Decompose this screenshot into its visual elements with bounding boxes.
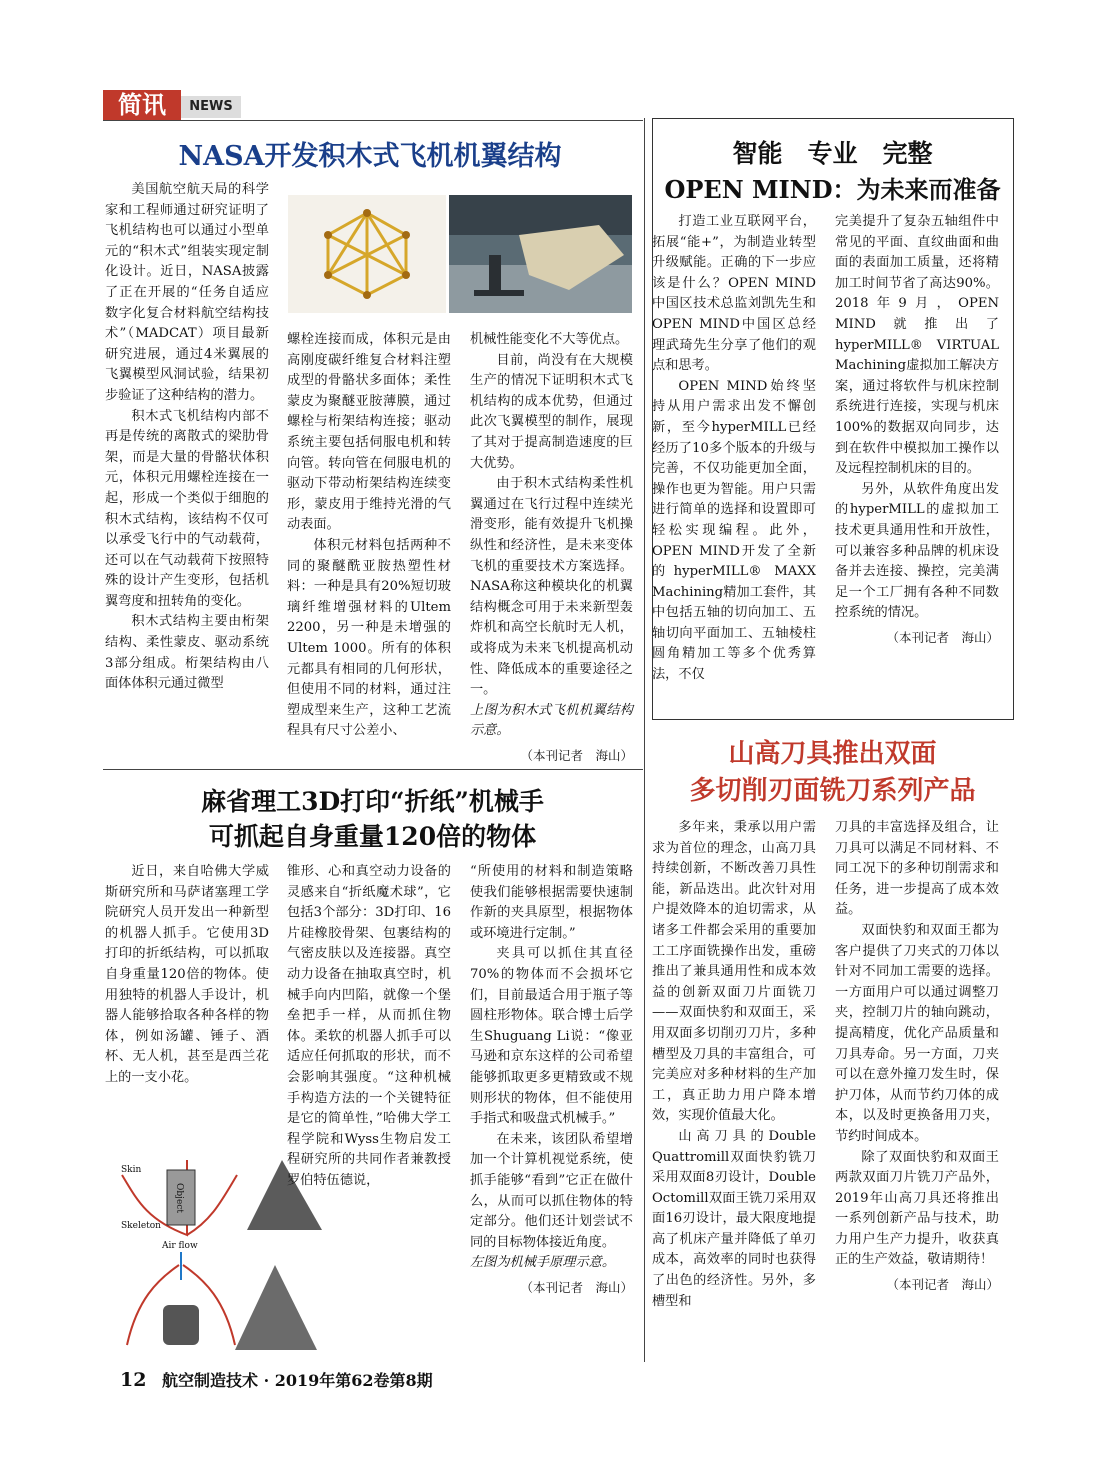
mit-title-1: 麻省理工3D打印“折纸”机械手	[201, 787, 544, 816]
mit-col1: 近日，来自哈佛大学威斯研究所和马萨诸塞理工学院研究人员开发出一种新型的机器人抓手。它使用3D打印的折纸结构，可以抓取自身重量120倍的物体。使用独特的机器人手设计，机器人能够拾取各种各样的物体，例如汤罐、锤子、酒杯、无人机，甚至是西兰花上的一支小花。	[105, 864, 269, 1085]
openmind-col2: 完美提升了复杂五轴组件中常见的平面、直纹曲面和曲面的表面加工质量，还将精加工时间节省了高达90%。2018年9月，OPEN MIND就推出了hyperMILL® VIRTUAL Machining虚拟加工解决方案，通过将软件与机床控制系统进行连接，实现与机床100%的数据双向同步，达到在软件中模拟加工操作以及远程控制机床的目的。 另外，从软件角度出发的hyperMILL的虚拟加工技术更具通用性和开放性，可以兼容多种品牌的机床设备并去连接、操控，完美满足一个工厂拥有各种不同数控系统的情况。 （本刊记者 海山）	[835, 212, 999, 648]
seco-col2: 刀具的丰富选择及组合，让刀具可以满足不同材料、不同工况下的多种切削需求和任务，进一步提高了成本效益。 双面快豹和双面王都为客户提供了刀夹式的刀体以针对不同加工需要的选择。一方面用户可以通过调整刀夹，控制刀片的轴向跳动，提高精度，优化产品质量和刀具寿命。另一方面，刀夹可以在意外撞刀发生时，保护刀体，从而节约刀体的成本，以及时更换备用刀夹，节约时间成本。 除了双面快豹和双面王两款双面刀片铣刀产品外，2019年山高刀具还将推出一系列创新产品与技术，助力用户生产力提升，收获真正的生产效益，敬请期待！ （本刊记者 海山）	[835, 818, 999, 1296]
mit-title-2: 可抓起自身重量120倍的物体	[208, 822, 537, 851]
diagram-object-label: Object	[174, 1183, 184, 1213]
page-footer	[120, 1368, 620, 1392]
seco-title-1: 山高刀具推出双面	[728, 739, 937, 769]
journal-info: 航空制造技术 · 2019年第62卷第8期	[162, 1371, 433, 1390]
seco-credit: （本刊记者 海山）	[886, 1277, 999, 1293]
openmind-title-1: 智能 专业 完整	[732, 139, 933, 168]
nasa-col2: 螺栓连接而成，体积元是由高刚度碳纤维复合材料注塑成型的骨骼状多面体；柔性蒙皮为聚醚亚胺薄膜，通过螺栓与桁架结构连接；驱动系统主要包括伺服电机和转向管。转向管在伺服电机的驱动下带动桁架结构连续变形，蒙皮用于维持光滑的气动表面。 体积元材料包括两种不同的聚醚酰亚胺热塑性材料：一种是具有20%短切玻璃纤维增强材料的Ultem 2200，另一种是未增强的Ultem 1000。所有的体积元都具有相同的几何形状，但使用不同的材料，通过注塑成型来生产，这种工艺流程具有尺寸公差小、	[287, 332, 451, 739]
column-divider	[644, 118, 645, 1362]
seco-title-2: 多切削刃面铣刀系列产品	[689, 776, 976, 806]
nasa-photo-windtunnel	[449, 195, 632, 313]
mit-col2: 锥形、心和真空动力设备的灵感来自“折纸魔术球”，它包括3个部分：3D打印、16片硅橡胶骨架、包裹结构的气密皮肤以及连接器。真空动力设备在抽取真空时，机械手向内凹陷，就像一个堡垒把手一样，从而抓住物体。柔软的机器人抓手可以适应任何抓取的形状，而不会影响其强度。“这种机械手构造方法的一个关键特征是它的简单性，”哈佛大学工程学院和Wyss生物启发工程研究所的共同作者兼教授罗伯特伍德说，	[287, 864, 451, 1188]
openmind-title-2: OPEN MIND：为未来而准备	[664, 175, 1001, 204]
section-tag-cn: 简讯	[103, 90, 181, 120]
header-rule	[103, 120, 643, 121]
section-tag-en: NEWS	[181, 96, 241, 118]
diagram-skin-label: Skin	[121, 1165, 142, 1175]
diagram-airflow-label: Air flow	[162, 1241, 198, 1251]
nasa-col1: 美国航空航天局的科学家和工程师通过研究证明了飞机结构也可以通过小型单元的“积木式”组装实现定制化设计。近日，NASA披露了正在开展的“任务自适应数字化复合材料航空结构技术”（MADCAT）项目最新研究进展，通过4米翼展的飞翼模型风洞试验，结果初步验证了这种结构的潜力。 积木式飞机结构内部不再是传统的离散式的梁肋骨架，而是大量的骨骼状体积元，体积元用螺栓连接在一起，形成一个类似于细胞的积木式结构，该结构不仅可以承受飞行中的气动载荷，还可以在气动载荷下按照特殊的设计产生变形，包括机翼弯度和扭转角的变化。 积木式结构主要由桁架结构、柔性蒙皮、驱动系统3部分组成。桁架结构由八面体体积元通过微型	[105, 182, 269, 692]
nasa-col3: 机械性能变化不大等优点。 目前，尚没有在大规模生产的情况下证明积木式飞机结构的成本优势，但通过此次飞翼模型的制作，展现了其对于提高制造速度的巨大优势。 由于积木式结构柔性机翼通过在飞行过程中连续光滑变形，能有效提升飞机操纵性和经济性，是未来变体飞机的重要技术方案选择。NASA称这种模块化的机翼结构概念可用于未来新型轰炸机和高空长航时无人机，或将成为未来飞机提高机动性、降低成本的重要途径之一。 上图为积木式飞机机翼结构示意。 （本刊记者 海山）	[470, 330, 633, 766]
section-tag	[103, 90, 243, 120]
mit-col3: “所使用的材料和制造策略使我们能够根据需要快速制作新的夹具原型，根据物体或环境进行定制。” 夹具可以抓住其直径70%的物体而不会损坏它们，目前最适合用于瓶子等圆柱形物体。联合博士后学生Shuguang Li说：“像亚马逊和京东这样的公司希望能够抓取更多更精致或不规则形状的物体，但不能使用手指式和吸盘式机械手。” 在未来，该团队希望增加一个计算机视觉系统，使抓手能够“看到”它正在做什么，从而可以抓住物体的特定部分。他们还计划尝试不同的目标物体接近角度。 左图为机械手原理示意。 （本刊记者 海山）	[470, 862, 633, 1298]
diagram-skeleton-label: Skeleton	[121, 1221, 161, 1231]
openmind-col1: 打造工业互联网平台，拓展“能+”，为制造业转型升级赋能。正确的下一步应该是什么？OPEN MIND中国区技术总监刘凯先生和OPEN MIND中国区总经理武琦先生分享了他们的观点和思考。 OPEN MIND始终坚持从用户需求出发不懈创新，至今hyperMILL已经经历了10多个版本的升级与完善，不仅功能更加全面，操作也更为智能。用户只需进行简单的选择和设置即可轻松实现编程。此外，OPEN MIND开发了全新的hyperMILL® MAXX Machining精加工套件，其中包括五轴的切向加工、五轴切向平面加工、五轴棱柱圆角精加工等多个优秀算法，不仅	[652, 214, 816, 683]
mit-credit: （本刊记者 海山）	[520, 1279, 633, 1295]
nasa-credit: （本刊记者 海山）	[520, 747, 633, 763]
seco-col1: 多年来，秉承以用户需求为首位的理念，山高刀具持续创新，不断改善刀具性能，新品迭出。此次针对用户提效降本的迫切需求，从诸多工件都会采用的重要加工工序面铣操作出发，重磅推出了兼具通用性和成本效益的创新双面刀片面铣刀——双面快豹和双面王，采用双面多切削刃刀片，多种槽型及刀具的丰富组合，可完美应对多种材料的生产加工，真正助力用户降本增效，实现价值最大化。 山高刀具的Double Quattromill双面快豹铣刀采用双面8刃设计，Double Octomill双面王铣刀采用双面16刃设计，最大限度地提高了机床产量并降低了单刃成本，高效率的同时也获得了出色的经济性。另外，多槽型和	[652, 820, 816, 1309]
openmind-credit: （本刊记者 海山）	[886, 629, 999, 645]
nasa-photo-lattice	[288, 195, 446, 313]
nasa-title: NASA开发积木式飞机机翼结构	[178, 141, 562, 172]
page-number: 12	[120, 1369, 147, 1391]
section-divider	[103, 769, 643, 770]
